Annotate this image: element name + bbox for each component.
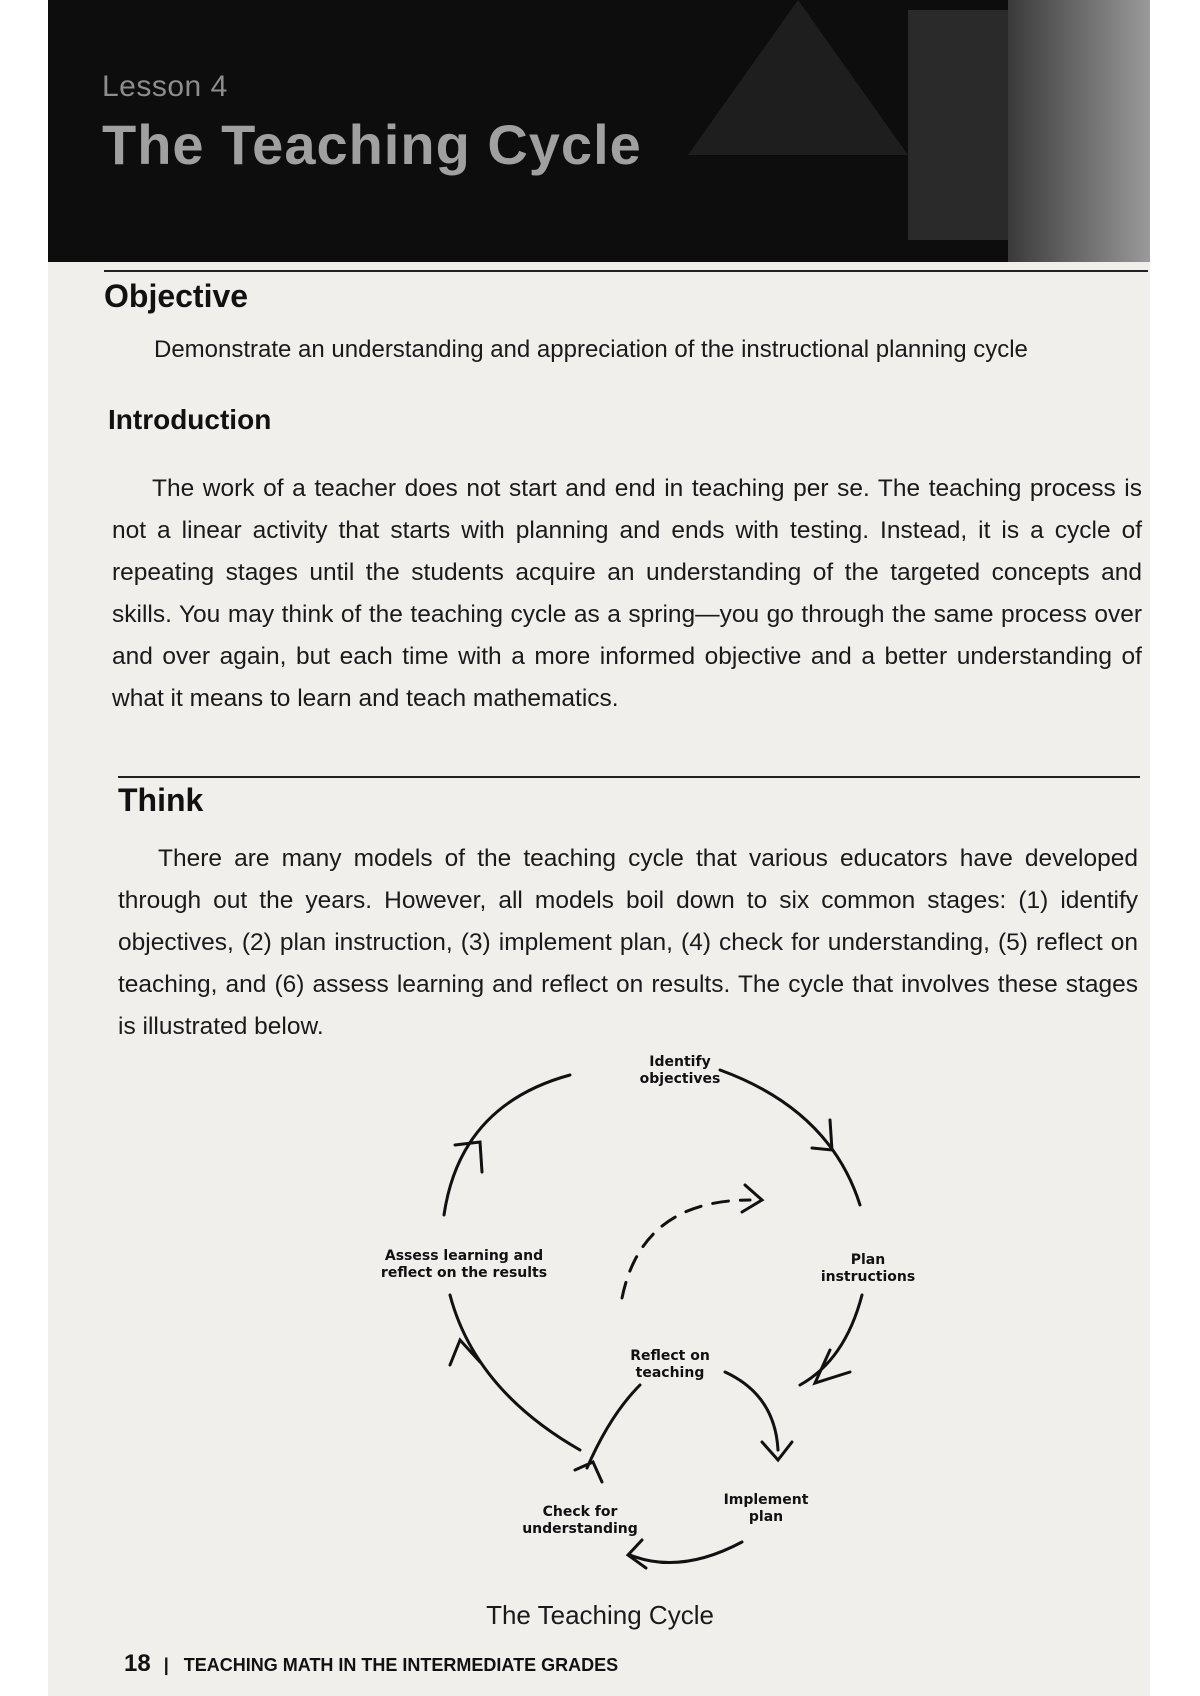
arrow-plan-to-implement [800,1295,862,1385]
arrow-identify-to-plan [720,1070,860,1205]
banner-decoration [1008,0,1150,262]
lesson-title: The Teaching Cycle [102,113,642,176]
banner-decoration [688,0,908,155]
arrow-reflect-to-implement [725,1372,778,1450]
arrowhead [575,1462,602,1482]
label-check-line2: understanding [522,1521,638,1537]
label-reflect-line2: teaching [635,1365,705,1381]
introduction-paragraph: The work of a teacher does not start and end in teaching per se. The teaching process is not a linear activity that starts with planning and ends with testing. Instead, it is a cycle of repeating stages until the students acquire an understanding of the targeted concepts and skills. You may think of the teaching cycle as a spring—you go through the same process over and over again, but each time with a more informed objective and a better understanding of what it means to learn and teach mathematics. [112,475,1142,712]
lesson-label: Lesson 4 [102,70,228,103]
label-identify-line1: Identify [649,1054,711,1070]
arrowhead [815,1350,850,1383]
book-title: TEACHING MATH IN THE INTERMEDIATE GRADES [183,1655,619,1675]
introduction-heading: Introduction [108,404,272,435]
section-divider [104,270,1148,272]
objective-heading: Objective [104,278,249,314]
label-identify-line2: objectives [639,1071,721,1087]
think-heading: Think [118,782,204,818]
section-divider [118,776,1140,778]
label-check-line1: Check for [542,1504,618,1520]
arrowhead [742,1185,762,1212]
think-body [118,838,1138,1048]
label-implement-line1: Implement [723,1492,809,1508]
think-paragraph: There are many models of the teaching cycle that various educators have developed through out the years. However, all models boil down to six common stages: (1) identify objectives, (2) plan instruction, (3) implement plan, (4) check for understanding, (5) reflect on teaching, and (6) assess learning and reflect on results. The cycle that involves these stages is illustrated below. [118,845,1138,1040]
label-assess-line2: reflect on the results [380,1265,548,1281]
label-assess-line1: Assess learning and [384,1248,544,1264]
objective-text: Demonstrate an understanding and appreciation of the instructional planning cycle [154,336,1028,363]
page-number: 18 [124,1650,151,1677]
label-implement-line2: plan [748,1509,784,1525]
figure-caption: The Teaching Cycle [486,1600,714,1630]
arrow-check-to-reflect [587,1385,640,1468]
arrow-implement-to-check [630,1542,742,1563]
page-footer [124,1650,618,1678]
label-plan-line1: Plan [850,1252,886,1268]
label-reflect-line1: Reflect on [630,1348,710,1364]
arrow-check-to-assess [450,1295,580,1450]
arrowhead [628,1540,646,1568]
label-plan-line2: instructions [820,1269,916,1285]
arrow-reflect-to-plan-dashed [622,1200,750,1298]
teaching-cycle-diagram [380,1050,940,1580]
introduction-body [112,468,1142,720]
footer-separator: | [163,1655,169,1675]
